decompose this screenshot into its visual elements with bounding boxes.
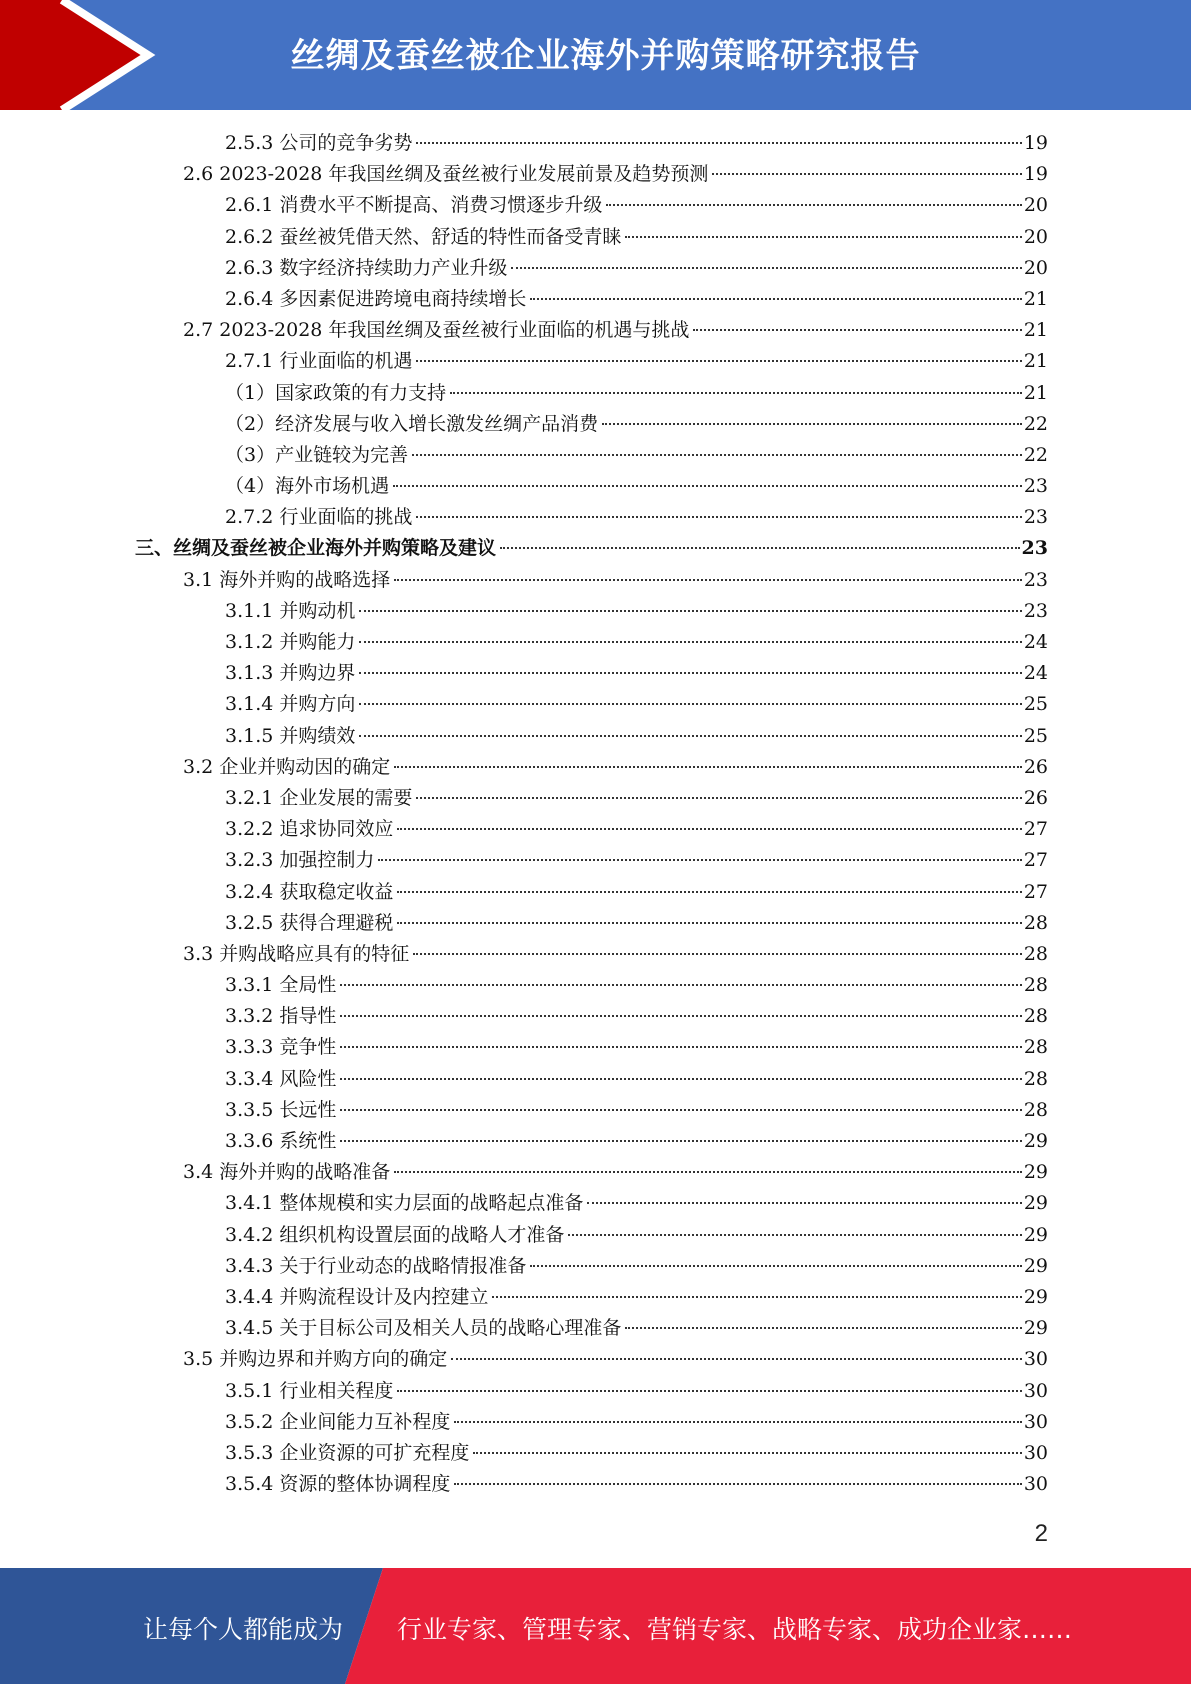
toc-entry-title: 3.3.2 指导性 bbox=[225, 1005, 337, 1028]
toc-entry-title: 3.5.3 企业资源的可扩充程度 bbox=[225, 1441, 470, 1464]
toc-entry-title: 3.4.4 并购流程设计及内控建立 bbox=[225, 1285, 489, 1308]
toc-dot-leader bbox=[606, 204, 1021, 206]
toc-dot-leader bbox=[511, 267, 1021, 269]
toc-entry-page: 30 bbox=[1023, 1410, 1048, 1433]
toc-entry-title: 3.4.3 关于行业动态的战略情报准备 bbox=[225, 1254, 527, 1277]
toc-entry-title: 3.5 并购边界和并购方向的确定 bbox=[183, 1348, 448, 1371]
toc-entry-title: （3）产业链较为完善 bbox=[225, 443, 409, 466]
toc-entry[interactable] bbox=[135, 1469, 1048, 1500]
toc-entry-title: 三、丝绸及蚕丝被企业海外并购策略及建议 bbox=[135, 537, 497, 560]
toc-entry[interactable] bbox=[135, 627, 1048, 658]
toc-entry-title: 3.5.1 行业相关程度 bbox=[225, 1379, 394, 1402]
toc-entry-page: 30 bbox=[1023, 1379, 1048, 1402]
toc-entry[interactable] bbox=[135, 877, 1048, 908]
toc-entry[interactable] bbox=[135, 1438, 1048, 1469]
toc-entry-page: 29 bbox=[1023, 1285, 1048, 1308]
toc-entry[interactable] bbox=[135, 1157, 1048, 1188]
toc-dot-leader bbox=[500, 547, 1020, 549]
toc-entry-title: 3.2.1 企业发展的需要 bbox=[225, 786, 413, 809]
toc-dot-leader bbox=[530, 1265, 1021, 1267]
toc-entry-title: 3.3.1 全局性 bbox=[225, 974, 337, 997]
toc-entry-title: （2）经济发展与收入增长激发丝绸产品消费 bbox=[225, 412, 599, 435]
toc-entry[interactable] bbox=[135, 658, 1048, 689]
table-of-contents bbox=[135, 128, 1048, 1500]
toc-entry-page: 23 bbox=[1023, 568, 1048, 591]
toc-entry[interactable] bbox=[135, 1251, 1048, 1282]
toc-entry[interactable] bbox=[135, 721, 1048, 752]
toc-entry[interactable] bbox=[135, 1407, 1048, 1438]
toc-dot-leader bbox=[530, 298, 1021, 300]
toc-entry-page: 24 bbox=[1023, 631, 1048, 653]
toc-entry[interactable] bbox=[135, 970, 1048, 1001]
toc-entry[interactable] bbox=[135, 1376, 1048, 1407]
toc-entry[interactable] bbox=[135, 814, 1048, 845]
toc-entry-page: 30 bbox=[1023, 1473, 1048, 1496]
toc-entry-page: 27 bbox=[1023, 818, 1048, 841]
toc-entry[interactable] bbox=[135, 565, 1048, 596]
toc-entry[interactable] bbox=[135, 128, 1048, 159]
toc-entry-page: 23 bbox=[1023, 475, 1048, 498]
toc-entry-page: 28 bbox=[1023, 1098, 1048, 1121]
toc-dot-leader bbox=[394, 579, 1022, 581]
toc-entry-title: 3.2.5 获得合理避税 bbox=[225, 911, 394, 934]
toc-entry-title: 2.7.2 行业面临的挑战 bbox=[225, 506, 413, 529]
toc-entry-title: 3.2 企业并购动因的确定 bbox=[183, 755, 391, 778]
toc-dot-leader bbox=[340, 984, 1021, 986]
toc-dot-leader bbox=[359, 735, 1021, 737]
toc-entry[interactable] bbox=[135, 253, 1048, 284]
toc-dot-leader bbox=[693, 329, 1021, 331]
toc-entry-page: 21 bbox=[1023, 350, 1048, 373]
toc-dot-leader bbox=[602, 423, 1022, 425]
toc-dot-leader bbox=[473, 1452, 1021, 1454]
toc-entry-page: 21 bbox=[1023, 287, 1048, 310]
toc-entry[interactable] bbox=[135, 845, 1048, 876]
toc-entry[interactable] bbox=[135, 1064, 1048, 1095]
toc-dot-leader bbox=[340, 1046, 1021, 1048]
toc-entry[interactable] bbox=[135, 159, 1048, 190]
toc-entry-page: 28 bbox=[1023, 1005, 1048, 1028]
toc-dot-leader bbox=[416, 516, 1021, 518]
toc-entry-title: 3.3.5 长远性 bbox=[225, 1098, 337, 1121]
toc-entry[interactable] bbox=[135, 378, 1048, 409]
toc-dot-leader bbox=[393, 485, 1022, 487]
footer-slogan-left: 让每个人都能成为 bbox=[143, 1615, 344, 1644]
toc-entry-page: 21 bbox=[1023, 381, 1048, 404]
toc-entry-title: 3.1.5 并购绩效 bbox=[225, 724, 356, 747]
toc-entry-page: 29 bbox=[1023, 1130, 1048, 1152]
toc-entry-page: 28 bbox=[1023, 942, 1048, 965]
toc-entry[interactable] bbox=[135, 222, 1048, 253]
toc-entry-title: 2.6.4 多因素促进跨境电商持续增长 bbox=[225, 287, 527, 310]
toc-entry[interactable] bbox=[135, 939, 1048, 970]
toc-entry-title: 3.5.2 企业间能力互补程度 bbox=[225, 1410, 451, 1433]
toc-entry[interactable] bbox=[135, 596, 1048, 627]
toc-entry-title: 3.3.4 风险性 bbox=[225, 1067, 337, 1090]
toc-entry-title: 3.2.2 追求协同效应 bbox=[225, 818, 394, 841]
toc-dot-leader bbox=[397, 828, 1021, 830]
toc-entry-page: 28 bbox=[1023, 911, 1048, 934]
toc-entry-title: 2.5.3 公司的竞争劣势 bbox=[225, 132, 413, 154]
toc-entry-page: 26 bbox=[1023, 755, 1048, 778]
toc-entry-page: 24 bbox=[1023, 662, 1048, 685]
toc-entry-title: 2.6.3 数字经济持续助力产业升级 bbox=[225, 256, 508, 279]
toc-entry[interactable] bbox=[135, 908, 1048, 939]
toc-entry[interactable] bbox=[135, 284, 1048, 315]
toc-entry[interactable] bbox=[135, 533, 1048, 564]
toc-entry[interactable] bbox=[135, 502, 1048, 533]
toc-entry-page: 22 bbox=[1023, 412, 1048, 435]
toc-dot-leader bbox=[712, 173, 1021, 175]
toc-entry-page: 29 bbox=[1023, 1254, 1048, 1277]
toc-dot-leader bbox=[359, 610, 1021, 612]
toc-dot-leader bbox=[416, 797, 1021, 799]
toc-dot-leader bbox=[397, 891, 1021, 893]
toc-entry[interactable] bbox=[135, 440, 1048, 471]
toc-dot-leader bbox=[568, 1234, 1021, 1236]
footer-slogan-right: 行业专家、管理专家、营销专家、战略专家、成功企业家…… bbox=[397, 1615, 1073, 1644]
toc-entry-page: 30 bbox=[1023, 1441, 1048, 1464]
toc-dot-leader bbox=[587, 1202, 1021, 1204]
toc-entry[interactable] bbox=[135, 1095, 1048, 1126]
toc-dot-leader bbox=[340, 1015, 1021, 1017]
toc-entry[interactable] bbox=[135, 1188, 1048, 1219]
toc-dot-leader bbox=[412, 454, 1022, 456]
toc-dot-leader bbox=[359, 672, 1021, 674]
toc-entry[interactable] bbox=[135, 1313, 1048, 1344]
toc-entry-page: 20 bbox=[1023, 225, 1048, 248]
toc-entry-title: （1）国家政策的有力支持 bbox=[225, 381, 447, 404]
toc-entry-page: 29 bbox=[1023, 1161, 1048, 1184]
toc-entry[interactable] bbox=[135, 1001, 1048, 1032]
toc-dot-leader bbox=[416, 360, 1021, 362]
toc-entry-title: 2.6.2 蚕丝被凭借天然、舒适的特性而备受青睐 bbox=[225, 225, 622, 248]
toc-entry-title: 3.2.4 获取稳定收益 bbox=[225, 880, 394, 903]
toc-entry-title: 3.3.3 竞争性 bbox=[225, 1036, 337, 1059]
toc-dot-leader bbox=[397, 922, 1021, 924]
toc-entry[interactable] bbox=[135, 1220, 1048, 1251]
toc-entry-page: 27 bbox=[1023, 849, 1048, 872]
toc-entry-title: 3.3.6 系统性 bbox=[225, 1130, 337, 1152]
page-number: 2 bbox=[1034, 1520, 1048, 1547]
toc-dot-leader bbox=[451, 1358, 1022, 1360]
toc-entry[interactable] bbox=[135, 1282, 1048, 1313]
toc-entry-page: 20 bbox=[1023, 194, 1048, 217]
toc-dot-leader bbox=[359, 641, 1021, 643]
toc-dot-leader bbox=[454, 1483, 1021, 1485]
toc-entry-page: 28 bbox=[1023, 1067, 1048, 1090]
page-header bbox=[0, 0, 1191, 110]
toc-dot-leader bbox=[397, 1390, 1021, 1392]
toc-entry[interactable] bbox=[135, 315, 1048, 346]
toc-entry-page: 27 bbox=[1023, 880, 1048, 903]
toc-entry-page: 22 bbox=[1023, 443, 1048, 466]
toc-dot-leader bbox=[454, 1421, 1021, 1423]
toc-entry-page: 23 bbox=[1023, 599, 1048, 622]
toc-dot-leader bbox=[394, 1171, 1022, 1173]
toc-entry-title: 3.4.5 关于目标公司及相关人员的战略心理准备 bbox=[225, 1317, 622, 1340]
toc-entry[interactable] bbox=[135, 346, 1048, 377]
toc-dot-leader bbox=[625, 1327, 1021, 1329]
toc-dot-leader bbox=[416, 142, 1021, 144]
toc-entry[interactable] bbox=[135, 783, 1048, 814]
toc-entry[interactable] bbox=[135, 752, 1048, 783]
toc-entry-page: 19 bbox=[1023, 132, 1048, 154]
toc-entry[interactable] bbox=[135, 471, 1048, 502]
toc-entry-page: 25 bbox=[1023, 724, 1048, 747]
toc-entry-title: 3.1 海外并购的战略选择 bbox=[183, 568, 391, 591]
toc-entry-title: 3.4 海外并购的战略准备 bbox=[183, 1161, 391, 1184]
toc-dot-leader bbox=[413, 953, 1022, 955]
toc-entry-title: （4）海外市场机遇 bbox=[225, 475, 390, 498]
toc-entry-page: 29 bbox=[1023, 1192, 1048, 1215]
toc-entry-title: 2.6 2023-2028 年我国丝绸及蚕丝被行业发展前景及趋势预测 bbox=[183, 163, 709, 186]
toc-entry-page: 29 bbox=[1023, 1223, 1048, 1246]
page-footer bbox=[0, 1568, 1191, 1684]
toc-entry-title: 3.3 并购战略应具有的特征 bbox=[183, 942, 410, 965]
toc-entry-page: 26 bbox=[1023, 786, 1048, 809]
toc-entry-title: 3.5.4 资源的整体协调程度 bbox=[225, 1473, 451, 1496]
toc-entry-page: 28 bbox=[1023, 1036, 1048, 1059]
toc-entry-page: 28 bbox=[1023, 974, 1048, 997]
toc-dot-leader bbox=[625, 236, 1021, 238]
toc-entry-title: 2.7.1 行业面临的机遇 bbox=[225, 350, 413, 373]
toc-dot-leader bbox=[359, 703, 1021, 705]
toc-entry[interactable] bbox=[135, 409, 1048, 440]
toc-entry-page: 21 bbox=[1023, 319, 1048, 342]
toc-entry[interactable] bbox=[135, 1032, 1048, 1063]
toc-entry-page: 19 bbox=[1023, 163, 1048, 186]
toc-dot-leader bbox=[340, 1109, 1021, 1111]
toc-entry-page: 29 bbox=[1023, 1317, 1048, 1340]
toc-dot-leader bbox=[394, 766, 1022, 768]
toc-entry-page: 25 bbox=[1023, 693, 1048, 716]
toc-entry-title: 3.1.2 并购能力 bbox=[225, 631, 356, 653]
toc-dot-leader bbox=[450, 392, 1022, 394]
toc-entry-title: 2.6.1 消费水平不断提高、消费习惯逐步升级 bbox=[225, 194, 603, 217]
toc-entry-page: 23 bbox=[1023, 506, 1048, 529]
toc-entry-page: 30 bbox=[1023, 1348, 1048, 1371]
toc-entry[interactable] bbox=[135, 1126, 1048, 1157]
toc-dot-leader bbox=[340, 1078, 1021, 1080]
toc-dot-leader bbox=[378, 859, 1021, 861]
toc-entry-title: 3.4.1 整体规模和实力层面的战略起点准备 bbox=[225, 1192, 584, 1215]
toc-dot-leader bbox=[492, 1296, 1021, 1298]
toc-dot-leader bbox=[340, 1140, 1021, 1142]
toc-entry[interactable] bbox=[135, 1344, 1048, 1375]
toc-entry[interactable] bbox=[135, 190, 1048, 221]
toc-entry-title: 3.1.4 并购方向 bbox=[225, 693, 356, 716]
report-title: 丝绸及蚕丝被企业海外并购策略研究报告 bbox=[290, 36, 921, 76]
toc-entry-title: 3.1.3 并购边界 bbox=[225, 662, 356, 685]
toc-entry-page: 23 bbox=[1021, 537, 1048, 560]
toc-entry[interactable] bbox=[135, 689, 1048, 720]
toc-entry-page: 20 bbox=[1023, 256, 1048, 279]
toc-entry-title: 3.4.2 组织机构设置层面的战略人才准备 bbox=[225, 1223, 565, 1246]
toc-entry-title: 3.2.3 加强控制力 bbox=[225, 849, 375, 872]
toc-entry-title: 2.7 2023-2028 年我国丝绸及蚕丝被行业面临的机遇与挑战 bbox=[183, 319, 690, 342]
toc-entry-title: 3.1.1 并购动机 bbox=[225, 599, 356, 622]
